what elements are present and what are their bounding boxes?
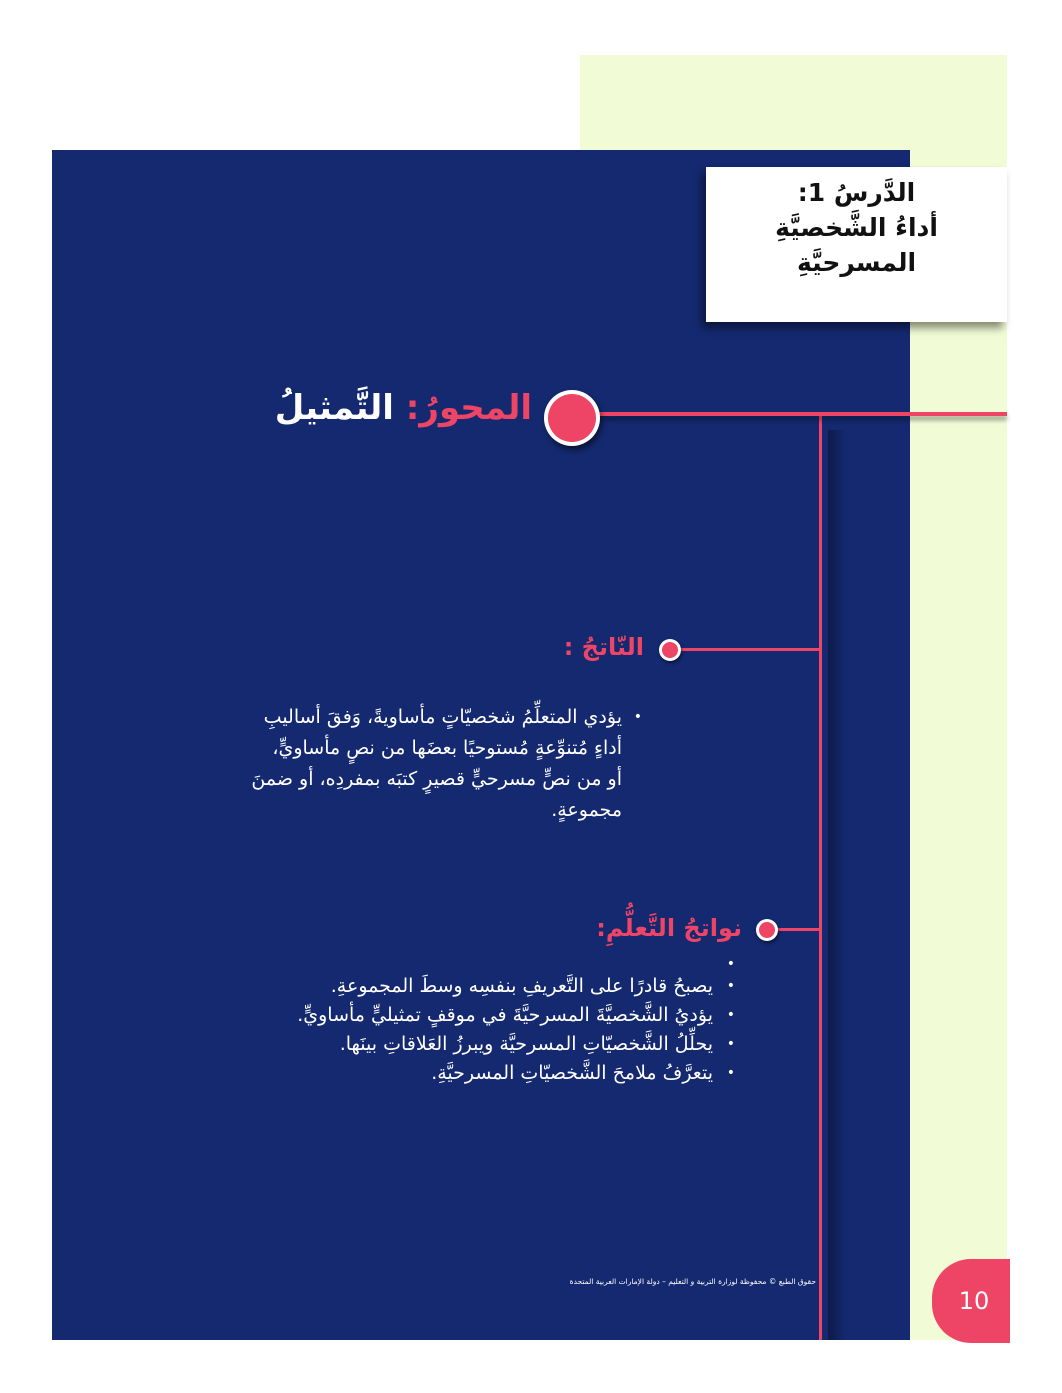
copyright-notice: حقوق الطبع © محفوظة لوزارة التربية و التعليم – دولة الإمارات العربية المتحدة [569, 1277, 816, 1286]
learning-item-1 [297, 950, 735, 972]
lesson-number: الدَّرسُ 1: [797, 178, 916, 207]
outcome-line-2: أداءٍ مُتنوِّعةٍ مُستوحيًا بعضَها من نصٍ مأساويٍّ، [272, 737, 622, 759]
learning-item-3: • يؤديُ الشَّخصيَّةَ المسرحيَّةَ في موقفٍ تمثيليٍّ مأساويٍّ. [297, 1001, 735, 1030]
outcome-bullet: • [633, 709, 642, 725]
learning-item-4: • يحلِّلُ الشَّخصيّاتِ المسرحيَّة ويبرزُ العَلاقاتِ بينَها. [297, 1030, 735, 1059]
lesson-title-line1: أداءُ الشَّخصيَّةِ [775, 213, 938, 242]
learning-marker-dot [759, 922, 775, 938]
outcome-line-3: أو من نصٍّ مسرحيٍّ قصيرٍ كتبَه بمفردِه، أو ضمنَ [251, 768, 622, 790]
page-number-badge [932, 1259, 1010, 1343]
outcome-marker-dot [662, 642, 678, 658]
learning-item-5: • يتعرَّفُ ملامحَ الشَّخصيّاتِ المسرحيَّةِ. [297, 1059, 735, 1088]
vertical-line-shadow [828, 430, 846, 1340]
timeline-axis-connector [590, 412, 1007, 416]
outcome-line-1: يؤدي المتعلِّمُ شخصيّاتٍ مأساويةً، وَفقَ أساليبِ [263, 706, 622, 728]
axis-value: التَّمثيلُ [274, 388, 394, 428]
axis-marker-dot [548, 394, 596, 442]
learning-heading: نواتجُ التَّعلُّمِ: [596, 914, 742, 942]
outcome-paragraph [182, 702, 642, 826]
page-number: 10 [958, 1287, 990, 1315]
learning-list [297, 950, 735, 1088]
axis-label: المحورُ: [405, 388, 532, 428]
axis-heading [275, 388, 532, 428]
outcome-line-4: مجموعةٍ. [551, 799, 622, 821]
timeline-vertical-line [819, 414, 822, 1340]
lesson-title-card [706, 167, 1007, 322]
outcome-heading: النّاتجُ : [563, 633, 644, 661]
timeline-outcome-connector [675, 648, 821, 651]
lesson-title-line2: المسرحيَّةِ [796, 248, 917, 277]
learning-item-2: • يصبحُ قادرًا على التَّعريفِ بنفسِه وسطَ المجموعةِ. [297, 972, 735, 1001]
